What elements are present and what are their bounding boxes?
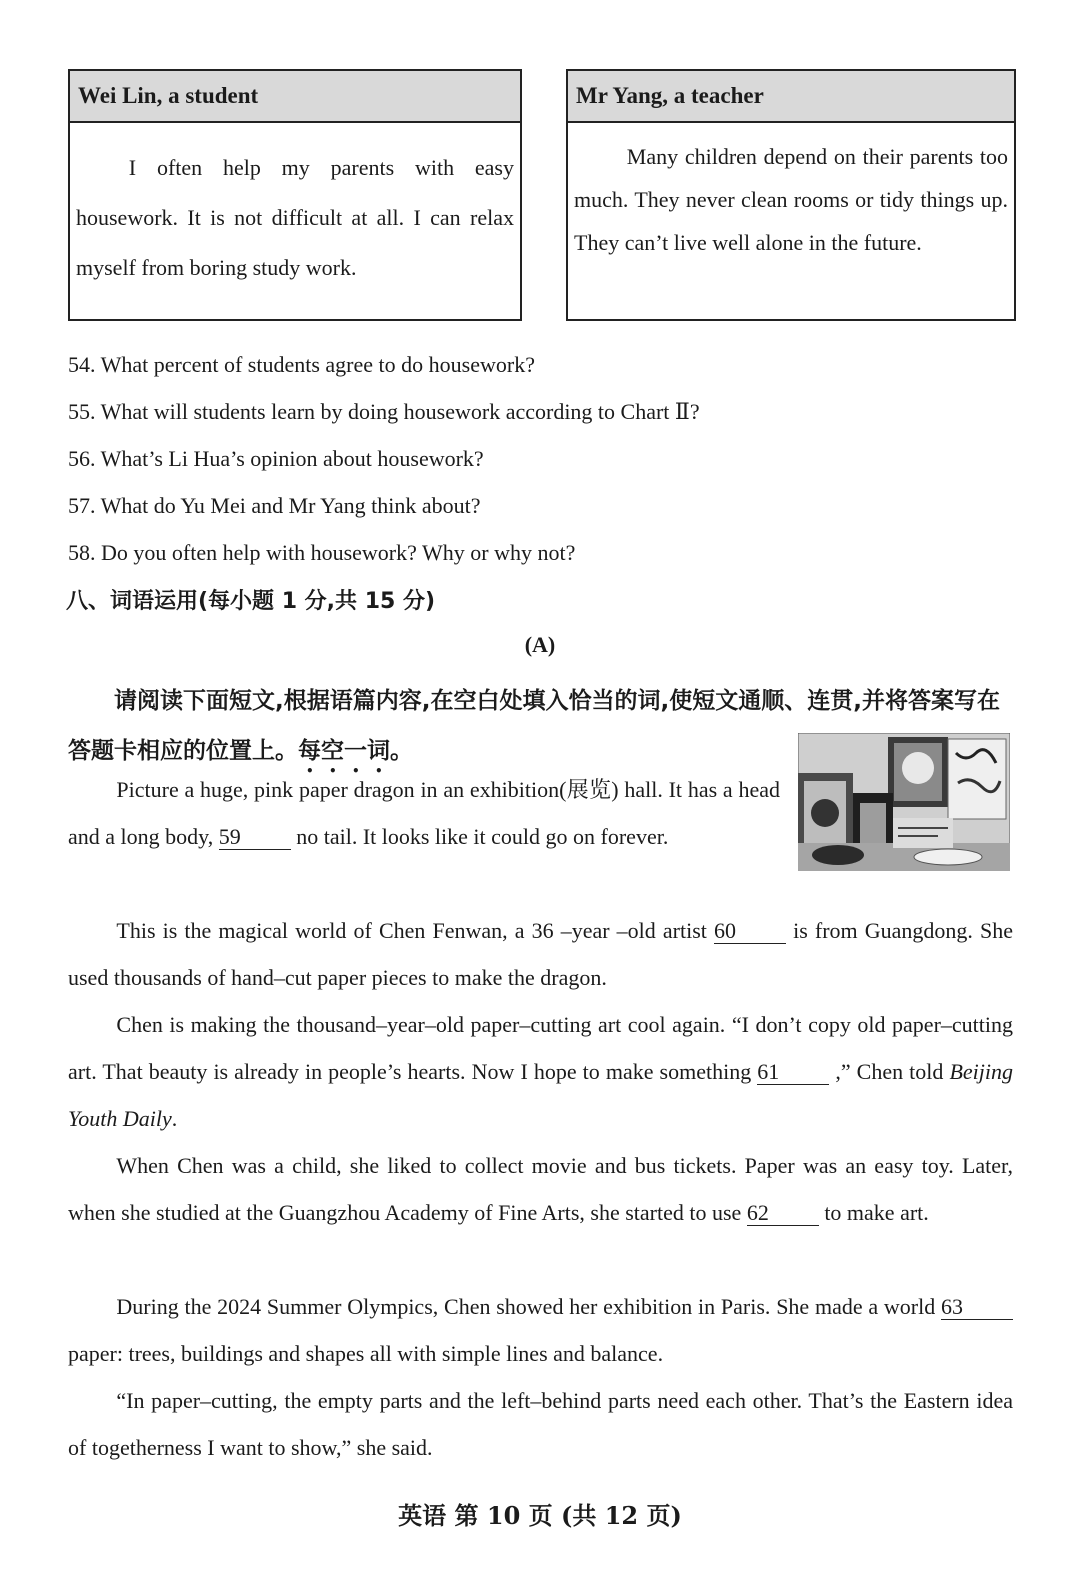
question-56: 56. What’s Li Hua’s opinion about housework?	[68, 446, 484, 471]
paragraph-5-text-a: During the 2024 Summer Olympics, Chen showed her exhibition in Paris. She made a world	[116, 1294, 941, 1319]
paragraph-2	[68, 907, 1013, 1001]
paragraph-1-text-b: no tail. It looks like it could go on forever.	[290, 824, 669, 849]
question-55: 55. What will students learn by doing housework according to Chart Ⅱ?	[68, 399, 700, 424]
quote-box-text: Many children depend on their parents too much. They never clean rooms or tidy things up. They can’t live well alone in the future.	[574, 144, 1008, 255]
quote-box-title: Wei Lin, a student	[70, 71, 520, 123]
page-footer: 英语 第 10 页 (共 12 页)	[398, 1501, 682, 1530]
question-54: 54. What percent of students agree to do housework?	[68, 352, 535, 377]
quote-box-mr-yang	[566, 69, 1016, 321]
paragraph-1-text-a: Picture a huge, pink paper dragon in an exhibition(展览) hall. It has a head and a long body,	[68, 777, 780, 849]
paragraph-6: “In paper–cutting, the empty parts and the left–behind parts need each other. That’s the Eastern idea of togetherness I want to show,” she said.	[68, 1388, 1013, 1460]
blank-61[interactable]: 61	[757, 1060, 829, 1085]
paragraph-3-text-b: ,” Chen told	[829, 1059, 950, 1084]
quote-box-title: Mr Yang, a teacher	[568, 71, 1014, 123]
quote-box-wei-lin	[68, 69, 522, 321]
artwork-photo	[798, 733, 1010, 871]
part-label: (A)	[524, 632, 556, 657]
blank-59[interactable]: 59	[219, 825, 291, 850]
question-57: 57. What do Yu Mei and Mr Yang think about?	[68, 493, 481, 518]
paragraph-3	[68, 1001, 1013, 1142]
question-58: 58. Do you often help with housework? Why or why not?	[68, 540, 576, 565]
blank-63[interactable]: 63	[941, 1295, 1013, 1320]
instruction-emphasis: 每空一词	[298, 738, 390, 764]
instruction-end: 。	[390, 738, 413, 764]
paper-cut-illustration	[798, 733, 1010, 871]
paragraph-1	[68, 766, 780, 860]
paragraph-2-text-b: is from Guangdong. She used thousands of hand–cut paper pieces to make the dragon.	[68, 918, 1014, 990]
paragraph-4-text-a: When Chen was a child, she liked to collect movie and bus tickets. Paper was an easy toy. Later, when she studied at the Guangzhou Academy of Fine Arts, she started to use	[68, 1153, 1013, 1225]
paragraph-4-text-b: to make art.	[818, 1200, 929, 1225]
paragraph-5-text-b: paper: trees, buildings and shapes all with simple lines and balance.	[68, 1341, 664, 1366]
blank-60[interactable]: 60	[714, 919, 786, 944]
paragraph-4	[68, 1142, 1013, 1236]
newspaper-name: Beijing Youth Daily	[68, 1059, 1013, 1131]
instruction-text: 请阅读下面短文,根据语篇内容,在空白处填入恰当的词,使短文通顺、连贯,并将答案写在答题卡相应的位置上。	[68, 688, 1000, 764]
blank-62[interactable]: 62	[747, 1201, 819, 1226]
quote-box-text: I often help my parents with easy housework. It is not difficult at all. I can relax myself from boring study work.	[76, 155, 514, 280]
paragraph-3-text-d: .	[171, 1106, 178, 1131]
paragraph-5	[68, 1283, 1013, 1377]
paragraph-2-text-a: This is the magical world of Chen Fenwan, a 36 –year –old artist	[116, 918, 714, 943]
section-heading: 八、词语运用(每小题 1 分,共 15 分)	[66, 589, 436, 614]
paragraph-3-text-a: Chen is making the thousand–year–old paper–cutting art cool again. “I don’t copy old paper–cutting art. That beauty is already in people’s hearts. Now I hope to make something	[68, 1012, 1013, 1084]
